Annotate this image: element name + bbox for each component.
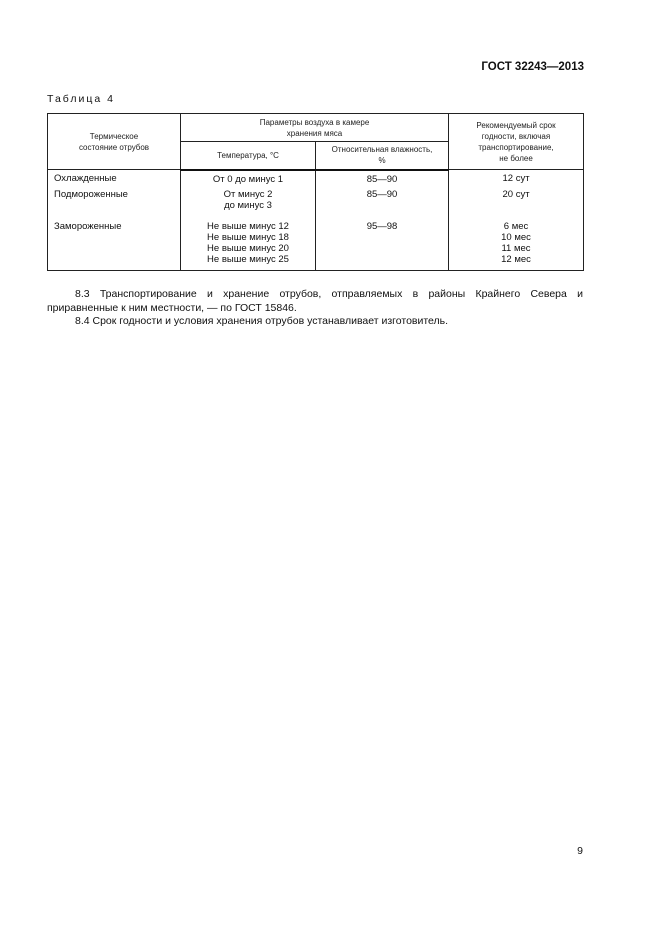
header-shelf-life: Рекомендуемый срок годности, включая транспортирование, не более: [449, 114, 584, 170]
cell-state: Охлажденные: [48, 170, 181, 189]
cell-humidity: 95—98: [316, 221, 449, 271]
cell-temperature: [181, 170, 316, 189]
cell-humidity: 85—90: [316, 170, 449, 189]
temperature-line: до минус 3: [224, 199, 272, 211]
temperature-line: Не выше минус 25: [207, 253, 289, 265]
paragraph-8-4: 8.4 Срок годности и условия хранения отрубов устанавливает изготовитель.: [75, 315, 449, 327]
header-air-params: Параметры воздуха в камере хранения мяса: [181, 114, 449, 142]
shelf-life-line: 6 мес: [503, 220, 529, 232]
temperature-line: Не выше минус 12: [207, 220, 289, 232]
shelf-life-line: 10 мес: [501, 231, 531, 243]
table-row: [48, 189, 584, 221]
cell-state: Подмороженные: [48, 189, 181, 221]
temperature-line: Не выше минус 20: [207, 242, 289, 254]
table-row: [48, 221, 584, 271]
table-caption: Таблица 4: [47, 93, 115, 105]
cell-shelf-life: [449, 189, 584, 221]
temperature-line: От 0 до минус 1: [212, 173, 284, 185]
cell-shelf-life: [449, 170, 584, 189]
temperature-line: От минус 2: [223, 188, 273, 200]
header-humidity: Относительная влажность, %: [316, 142, 449, 170]
shelf-life-line: 20 сут: [502, 188, 530, 200]
shelf-life-line: 12 сут: [502, 173, 530, 184]
header-temperature: Температура, °С: [181, 142, 316, 170]
cell-humidity: 85—90: [316, 189, 449, 221]
page-number: 9: [577, 845, 583, 857]
header-state: Термическое состояние отрубов: [48, 114, 181, 170]
table-row: [48, 170, 584, 189]
shelf-life-line: 12 мес: [501, 253, 531, 265]
cell-temperature: [181, 189, 316, 221]
cell-shelf-life: [449, 221, 584, 271]
shelf-life-line: 11 мес: [501, 242, 531, 254]
cell-temperature: [181, 221, 316, 271]
standard-number: ГОСТ 32243—2013: [481, 61, 584, 73]
paragraph-8-3: 8.3 Транспортирование и хранение отрубов, отправляемых в районы Крайнего Севера и приравненные к ним местности, — по ГОСТ 15846.: [47, 288, 583, 314]
temperature-line: Не выше минус 18: [207, 231, 289, 243]
storage-table: [47, 113, 584, 271]
cell-state: Замороженные: [48, 221, 181, 271]
